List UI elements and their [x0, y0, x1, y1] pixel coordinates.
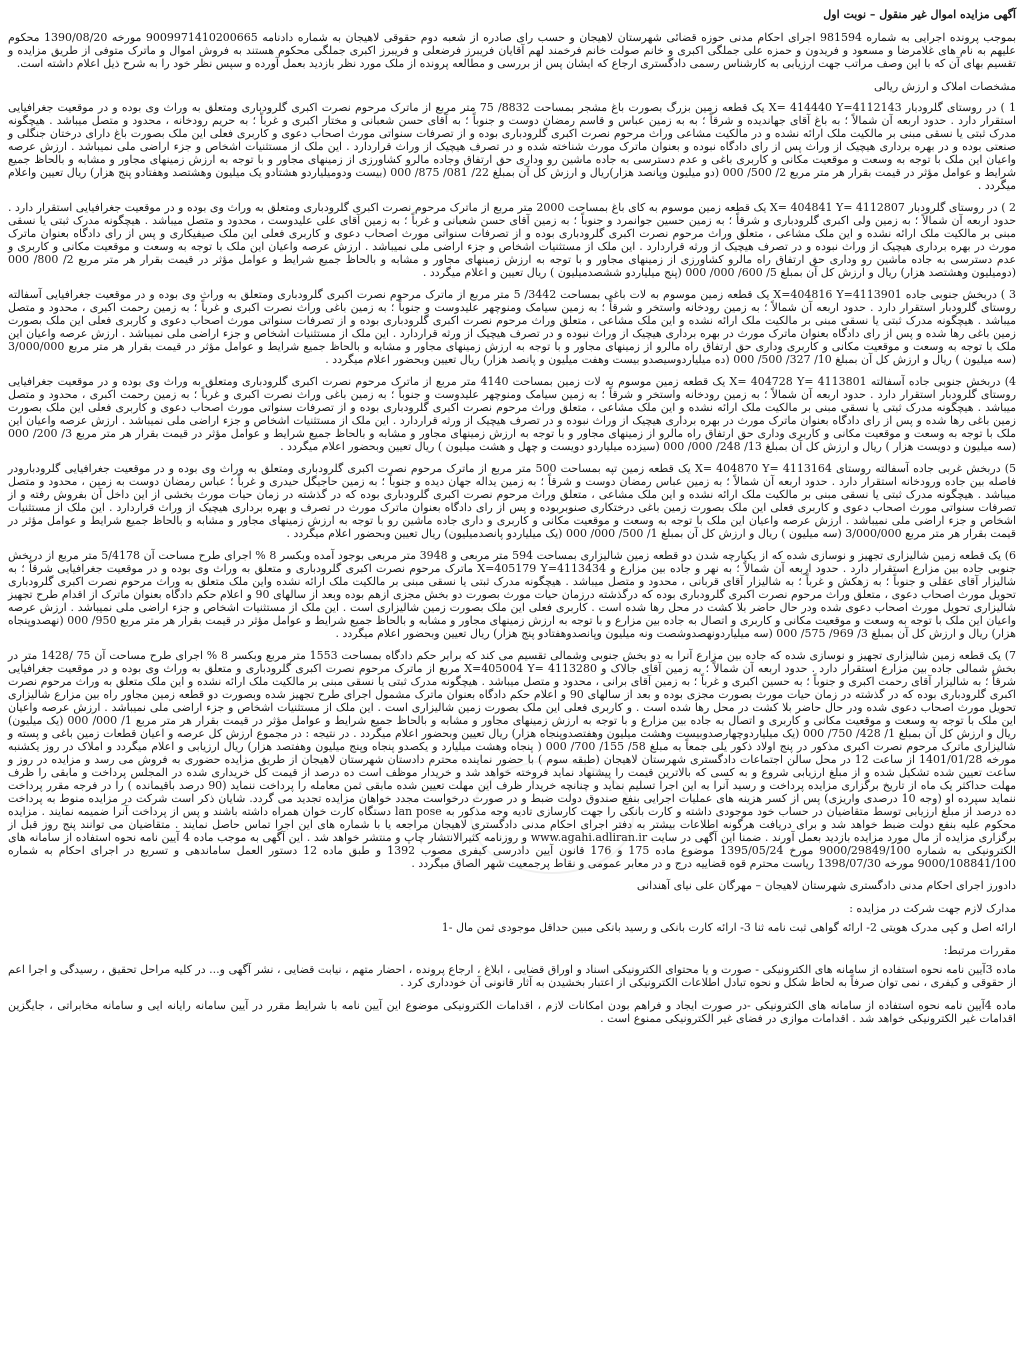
rules-heading: مقررات مرتبط:: [943, 944, 1016, 957]
property-item-6: 6) یک قطعه زمین شالیزاری تجهیز و نوسازی شده که از یکپارچه شدن دو قطعه زمین شالیزاری بمساحت 594 متر مربعی و 3948 متر مربعی بوجود آمده وبکسر 8 % اجرای طرح مساحت آن 5/4178 متر مربع از دربخش جنوبی جاده بین مزارع استقرار دارد . حدود اربعه آن شمالاً ؛ به نهر و جاده بین مزارع و X=405179 Y=4113434 ماترک مرحوم نصرت اکبری گلرودباری و متعلق به وراث وی بوده و در موقعیت جغرافیایی شرقاً ؛ به شالیزار آقای عقلی و جنوباً ؛ به زهکش و غرباً ؛ به شالیزار آقای قربانی ، محدود و متصل میباشد . هیچگونه مدرک ثبتی یا نسقی مبنی بر مالکیت ملک ارائه نشده واین ملک متعلق به وراث مرحوم نصرت اکبری گلرودباری تحویل مورث اصحاب دعوی ، متعلق وراث مرحوم نصرت اکبری گلرودباری بوده که درگذشته درزمان حیات مورث بصورت دو بخش مجزی ازهم بوده وبعد از سالهای 90 و اعلام حکم دادگاه بعنوان ماترک از اقدام طرح تجهیز شالیزاری تحویل مورث اصحاب دعوی شده ودر حال حاضر بلا کشت در محل رها شده است . کاربری فعلی این ملک بصورت زمین شالیزاری است . این ملک از مستثنیات اشخاص و جزء اراضی ملی نمیباشد . ارزش عرصه واعیان این ملک با توجه به وسعت و موقعیت مکانی و کاربری و اتصال به جاده بین مزارع و با توجه به ارزش زمینهای مجاور و مشابه و بالحاظ جمیع شرایط و عوامل مؤثر در قیمت بقرار هر متر مربع 950/ 000 (نهصدوپنجاه هزار) ریال و ارزش کل آن بمبلغ 3/ 969/ 575/ 000 (سه میلیاردونهصدوشصت ونه میلیون وپانصدوهفتادو پنج هزار) ریال تعیین وبحضور اعلام میگردد .: [8, 549, 1016, 640]
property-item-4: 4) دربخش جنوبی جاده آسفالته X= 404728 Y= 4113801 یک قطعه زمین موسوم به لات زمین بمساحت 4140 متر مربع از ماترک مرحوم نصرت اکبری گلرودباری ومتعلق به وراث وی بوده و در موقعیت جغرافیایی روستای گلرودبار استقرار دارد . حدود اربعه آن شمالاً ؛ به زمین رودخانه واستخر و شرقاً ؛ به زمین سیامک ومنوچهر علیدوست و جنوباً ؛ به زمین باغی وراث نصرت اکبری و غرباً ؛ به زمین رحمت اکبری ، محدود و متصل میباشد . هیچگونه مدرک ثبتی یا نسقی مبنی بر مالکیت ملک ارائه نشده و این ملک مشاعی ، متعلق وراث مرحوم نصرت اکبری گلرودباری بوده و از تصرفات سنواتی مورث اصحاب دعوی و کاربری فعلی این ملک بصورت زمین باغی رها شده و پس از رای دادگاه بعنوان ماترک مورث در بهره برداری هیچیک از وراث نبوده و در تصرف هیچیک از ورثه قراردارد . این ملک از مستثنیات اشخاص و جزء اراضی ملی نمیباشد . ارزش عرصه واعیان این ملک با توجه به وسعت و موقعیت مکانی و کاربری وداری حق ارتفاق راه مالرو از زمینهای مجاور و با توجه به ارزش زمینهای مجاور و مشابه و بالحاظ جمیع شرایط و عوامل مؤثر در قیمت بقرار هر متر مربع 3/ 200/ 000 (سه میلیون و دویست هزار ) ریال و ارزش کل آن بمبلغ 13/ 248/ 000/ 000 (سیزده میلیاردو دویست و چهل و هشت میلیون ) ریال تعیین وبحضور اعلام میگردد .: [8, 375, 1017, 453]
docs-list: ارائه اصل و کپی مدرک هویتی 2- ارائه گواهی ثبت نامه ثنا 3- ارائه کارت بانکی و رسید بانکی مبین حداقل موجودی ثمن مال -1: [441, 921, 1016, 934]
property-item-7: 7) یک قطعه زمین شالیزاری تجهیز و نوسازی شده که جاده بین مزارع آنرا به دو بخش جنوبی وشمالی تقسیم می کند که برابر حکم دادگاه بمساحت 1553 متر مربع وبکسر 8 % اجرای طرح مساحت آن 75 /1428 متر در بخش شمالی جاده بین مزارع استقرار دارد . حدود اربعه آن شمالاً ؛ به زمین آقای جالاک و X=405004 Y= 4113280 مربع از ماترک مرحوم نصرت اکبری گلرودباری و متعلق به وراث وی بوده و در موقعیت جغرافیایی شرقاً ؛ به شالیزار آقای رحمت اکبری و جنوباً ؛ به حسین اکبری و غرباً ؛ به زمین آقای برانی ، محدود و متصل میباشد . هیچگونه مدرک ثبتی یا نسقی مبنی بر مالکیت ملک ارائه نشده و این ملک متعلق به وراث مرحوم نصرت اکبری گلرودباری بوده که در گذشته در زمان حیات مورث بصورت مجزی بوده و بعد از سالهای 90 و اعلام حکم دادگاه بعنوان ماترک مشمول اجرای طرح تجهیز شده وبصورت دو قطعه زمین مجاور راه بین مزارع شالیزاری تحویل مورث اصحاب دعوی شده ودر حال حاضر بلا کشت در محل رها شده است . و کاربری فعلی این ملک بصورت زمین شالیزاری است . این ملک از مستثنیات اشخاص و جزء اراضی ملی نمیباشد . ارزش عرصه واعیان این ملک با توجه به وسعت و موقعیت مکانی و کاربری و اتصال به جاده بین مزارع و با توجه به ارزش زمینهای مجاور و مشابه و بالحاظ جمیع شرایط و عوامل مؤثر در قیمت بقرار هر متر مربع 1/ 000/ 000 (یک میلیون) ریال و ارزش کل آن بمبلغ 1/ 428/ 750/ 000 (یک میلیاردوچهارصدوبیست وهشت میلیون وهفتصدوپنجاه هزار) ریال تعیین وبحضور اعلام میگردد . در نتیجه : در مجموع ارزش کل عرصه و اعیان قطعات زمین باغی و پسته و شالیزاری ماترک مرحوم نصرت اکبری مذکور در پنج اولاد ذکور یلی جمعاً به مبلغ 58/ 155/ 700/ 000 ( پنجاه وهشت میلیارد و یکصدو پنجاه وپنج میلیون وهفتصد هزار) ریال ارزیابی و اعلام میگردد و املاک در روز یکشنبه مورخه 1401/01/28 از ساعت 12 در محل سالن اجتماعات دادگستری شهرستان لاهیجان (طبقه سوم ) با حضور نماینده محترم دادستان شهرستان لاهیجان از طریق مزایده حضوری به فروش می رسد و مزایده در روز و ساعت تعیین شده تشکیل شده و از مبلغ ارزیابی شروع و به کسی که بالاترین قیمت را پیشنهاد نماید فروخته خواهد شد و خریدار موظف است ده درصد از قیمت کل خریداری شده در المجلس پرداخت و مابقی را ظرف مهلت حداکثر یک ماه از تاریخ برگزاری مزایده پرداخت و رسید آنرا به این اجرا تسلیم نماید و چنانچه خریدار ظرف این مهلت تعیین شده مابقی ثمن معامله را پرداخت ننماید (90 درصد باقیمانده ) را در فرجه مقرر پرداخت ننماید سپرده او (وجه 10 درصدی واریزی) پس از کسر هزینه های عملیات اجرایی بنفع صندوق دولت ضبط و در صورت درخواست مجدد خواهان مزایده تجدید می گردد. شایان ذکر است شرکت در مزایده منوط به پرداخت ده درصد از مبلغ ارزیابی توسط متقاضیان در حساب خود موجودی داشته و کارت بانکی را جهت کارسازی تادیه وجه مذکور به lan pose دستگاه کارت خوان همراه داشته باشند و پس از پرداخت آنرا ضمیمه نمایند . مزایده محکوم علیه بنفع دولت ضبط خواهد شد و برای دریافت هرگونه اطلاعات بیشتر به دفتر اجرای احکام مدنی دادگستری لاهیجان مراجعه یا با شماره های این اجرا تماس حاصل نمایند . متقاضیان می توانند پنج روز قبل از برگزاری مزایده از مال مورد مزایده بازدید بعمل آورند . ضمنا این آگهی در سایت www.agahi.adliran.ir و روزنامه کثیرالانتشار چاپ و منتشر خواهد شد . این آگهی به موجب ماده 4 آیین نامه نحوه استفاده از سامانه های الکترونیکی به شماره 9000/29849/100 مورخ 1395/05/24 موضوع ماده 175 و 176 قانون آیین دادرسی کیفری مصوب 1392 و طبق ماده 12 دستور العمل ساماندهی و تسریع در اجرای احکام به شماره 9000/108841/100 مورخه 1398/07/30 ریاست محترم قوه قضاییه درج و در معابر عمومی و نقاط پرجمعیت شهر الصاق میگردد .: [8, 649, 1017, 870]
intro-paragraph: بموجب پرونده اجرایی به شماره 981594 اجرای احکام مدنی حوزه قضائی شهرستان لاهیجان و حسب رای صادره از شعبه دوم حقوقی لاهیجان به شماره دادنامه 9009971410200665 مورخه 1390/08/20 محکوم علیهم به نام های غلامرضا و مسعود و فریدون و حمزه علی جملگی اکبری و خانم صولت خانم فرخمند لهم آقایان فریبرز فرضعلی و فریبرز اکبری جملگی محکوم هستند به فروش اموال و ماترک متوفی از طریق مزایده و تقسیم بهای آن که با این وصف مراتب جهت ارزیابی به کارشناس رسمی دادگستری ارجاع که ایشان پس از بررسی و مطالعه پرونده از ملک مورد نظر بازدید بعمل آورده و سپس نظر خود را به شرح ذیل اعلام داشته است.: [8, 31, 1017, 70]
section-heading: مشخصات املاک و ارزش ریالی: [873, 80, 1016, 93]
property-item-1: 1 ) در روستای گلرودبار X= 414440 Y=4112143 یک قطعه زمین بزرگ بصورت باغ مشجر بمساحت 8832/ 75 متر مربع از ماترک مرحوم نصرت اکبری گلرودباری ومتعلق به وراث وی بوده و در موقعیت جغرافیایی استقرار دارد . حدود اربعه آن شمالاً ؛ به باغ آقای جهاندیده و شرقاً ؛ به به زمین عباس و قاسم رمضان دوست و جنوباً ؛ به آقای حسن شعبانی و مختار اکبری و غرباً ؛ به حریم رودخانه ، محدود و متصل میباشد . هیچگونه مدرک ثبتی یا نسقی مبنی بر مالکیت ملک ارائه نشده و در مالکیت مشاعی وراث مرحوم نصرت اکبری گلرودباری بوده و از تصرفات سنواتی مورث اصحاب دعوی و کاربری فعلی این ملک بصورت باغ دارای درختان جنگلی و صنعتی بوده و در بهره برداری هیچیک از وراث پس از رای دادگاه نبوده و بعنوان ماترک مورث شناخته شده و در تصرف هیچیک از وراث قراردارد . این ملک از مستثنیات اشخاص و جزء اراضی ملی نمیباشد . ارزش عرصه واعیان این ملک با توجه به وسعت و موقعیت مکانی و کاربری باغی و عدم دسترسی به جاده ماشین رو وداری حق ارتفاق وجاده مالرو کشاورزی از زمینهای مجاور و با توجه به ارزش زمینهای مجاور و مشابه و بالحاظ جمیع شرایط و عوامل مؤثر در قیمت بقرار هر متر مربع 2/ 500/ 000 (دو میلیون وپانصد هزار)ریال و ارزش کل آن بمبلغ 22/ 081/ 875/ 000 (بیست ودومیلیاردو هشتادو یک میلیون وهشتصد وهفتادو پنج هزار) ریال تعیین واعلام میگردد .: [8, 101, 1017, 192]
rule-article-4: ماده 4آیین نامه نحوه استفاده از سامانه های الکترونیکی -در صورت ایجاد و فراهم بودن امکانات لازم ، اقدامات الکترونیکی موضوع این آیین نامه با شرایط مقرر در آیین سامانه رایانه ایی و سامانه مخابراتی ، جایگزین اقدامات غیر الکترونیکی خواهد شد . اقدامات موازی در فضای غیر الکترونیکی ممنوع است .: [8, 999, 1016, 1025]
signature-line: دادورز اجرای احکام مدنی دادگستری شهرستان لاهیجان – مهرگان علی نیای آهندانی: [636, 879, 1016, 892]
docs-heading: مدارک لازم جهت شرکت در مزایده :: [849, 902, 1016, 915]
property-item-2: 2 ) در روستای گلرودبار X= 404841 Y= 4112807 یک قطعه زمین موسوم به کای باغ بمساحت 2000 متر مربع از ماترک مرحوم نصرت اکبری گلرودباری ومتعلق به وراث وی بوده و در موقعیت جغرافیایی استقرار دارد . حدود اربعه آن شمالاً ؛ به زمین ولی اکبری گلرودباری و شرقاً ؛ به زمین حسین جوانمرد و جنوباً ؛ به زمین آقای حسن شعبانی و غرباً ؛ به زمین آقای علی علیدوست ، محدود و متصل میباشد . هیچگونه مدرک ثبتی یا نسقی مبنی بر مالکیت ملک ارائه نشده و این ملک مشاعی ، متعلق وراث مرحوم نصرت اکبری گلرودباری بوده و از تصرفات سنواتی مورث اصحاب دعوی و کاربری فعلی این ملک صیفیکاری و پس از رای دادگاه بعنوان ماترک مورث در بهره برداری هیچیک از وراث نبوده و در تصرف هیچیک از ورثه قراردارد . این ملک از مستثنیات اشخاص و جزء اراضی ملی نمیباشد . ارزش عرصه واعیان این ملک با توجه به وسعت و موقعیت مکانی و کاربری و عدم دسترسی به جاده ماشین رو وداری حق ارتفاق راه مالرو کشاورزی از زمینهای مجاور و با توجه به ارزش زمینهای مجاور و مشابه و بالحاظ جمیع شرایط و عوامل مؤثر در قیمت بقرار هر متر مربع 2/ 800/ 000 (دومیلیون وهشتصد هزار) ریال و ارزش کل آن بمبلغ 5/ 600/ 000/ 000 (پنج میلیاردو ششصدمیلیون ) ریال تعیین و اعلام میگردد .: [8, 201, 1017, 279]
property-item-5: 5) دربخش غربی جاده آسفالته روستای X= 404870 Y= 4113164 یک قطعه زمین تپه بمساحت 500 متر مربع از ماترک مرحوم نصرت اکبری گلرودباری ومتعلق به وراث وی بوده و در موقعیت جغرافیایی گلرودبارودر فاصله بین جاده ورودخانه استقرار دارد . حدود اربعه آن شمالاً ؛ به زمین عباس رمضان دوست و شرقاً ؛ به زمین یداله جهان دیده و جنوباً ؛ به زمین حاجیگل حیدری و غرباً ؛ عباس رمضان دوست به زمین ، محدود و متصل میباشد . هیچگونه مدرک ثبتی یا نسقی مبنی بر مالکیت ملک ارائه نشده و این ملک مشاعی ، متعلق وراث مرحوم نصرت اکبری گلرودباری بوده که در گذشته در زمان حیات مورث بخشی از این داخل آن بفروش رفته و از تصرفات سنواتی مورث اصحاب دعوی و کاربری فعلی این ملک بصورت زمین باغی درختکاری صنوبربوده و پس از رای دادگاه بعنوان ماترک مورث در تصرف و بهره برداری هیچیک از وراث قراردارد . این ملک از مستثنیات اشخاص و جزء اراضی ملی نمیباشد . ارزش عرصه واعیان این ملک با توجه به وسعت و موقعیت مکانی و کاربری و داری جاده ماشین رو با توجه به ارزش زمینهای مجاور و مشابه و بالحاظ جمیع شرایط و عوامل مؤثر در قیمت بقرار هر متر مربع 3/000/000 (سه میلیون ) ریال و ارزش کل آن بمبلغ 1/ 500/ 000/ 000 (یک میلیاردو پانصدمیلیون) ریال تعیین وبحضور اعلام میگردد .: [8, 462, 1017, 540]
rule-article-3: ماده 3آیین نامه نحوه استفاده از سامانه های الکترونیکی - صورت و یا محتوای الکترونیکی اسناد و اوراق قضایی ، ابلاغ ، ارجاع پرونده ، احضار متهم ، نیابت قضایی ، نشر آگهی و... در کلیه مراحل تحقیق ، رسیدگی و اجرا اعم از حقوقی و کیفری ، نمی توان صرفاً به لحاظ شکل و نحوه تبادل اطلاعات الکترونیکی از اعتبار بخشیدن به آثار قانونی آن خودداری کرد .: [8, 963, 1016, 989]
property-item-3: 3 ) دربخش جنوبی جاده X=404816 Y=4113901 یک قطعه زمین موسوم به لات باغی بمساحت 3442/ 5 متر مربع از ماترک مرحوم نصرت اکبری گلرودباری ومتعلق به وراث وی بوده و در موقعیت جغرافیایی آسفالته روستای گلرودبار استقرار دارد . حدود اربعه آن شمالاً ؛ به زمین رودخانه واستخر و شرقاً ؛ به زمین سیامک ومنوچهر علیدوست و جنوباً ؛ به زمین باغی وراث نصرت اکبری و غرباً ؛ به زمین رحمت اکبری ، محدود و متصل میباشد . هیچگونه مدرک ثبتی یا نسقی مبنی بر مالکیت ملک ارائه نشده و این ملک مشاعی ، متعلق وراث مرحوم نصرت اکبری گلرودباری بوده و از تصرفات سنواتی مورث اصحاب دعوی و کاربری فعلی این ملک بصورت زمین باغی رها شده و پس از رای دادگاه بعنوان ماترک مورث در بهره برداری هیچیک از وراث نبوده و در تصرف هیچیک از ورثه قراردارد . این ملک از مستثنیات اشخاص و جزء اراضی ملی نمیباشد . ارزش عرصه واعیان این ملک با توجه به وسعت و موقعیت مکانی و کاربری وداری حق ارتفاق راه مالرو از زمینهای مجاور و با توجه به ارزش زمینهای مجاور و مشابه و بالحاظ جمیع شرایط و عوامل مؤثر در قیمت بقرار هر متر مربع 3/000/000 (سه میلیون ) ریال و ارزش کل آن بمبلغ 10/ 327/ 500/ 000 (ده میلیاردوسیصدو بیست وهفت میلیون و پانصد هزار) ریال تعیین وبحضور اعلام میگردد .: [8, 288, 1017, 366]
notice-title: آگهی مزایده اموال غیر منقول – نوبت اول: [823, 8, 1016, 21]
